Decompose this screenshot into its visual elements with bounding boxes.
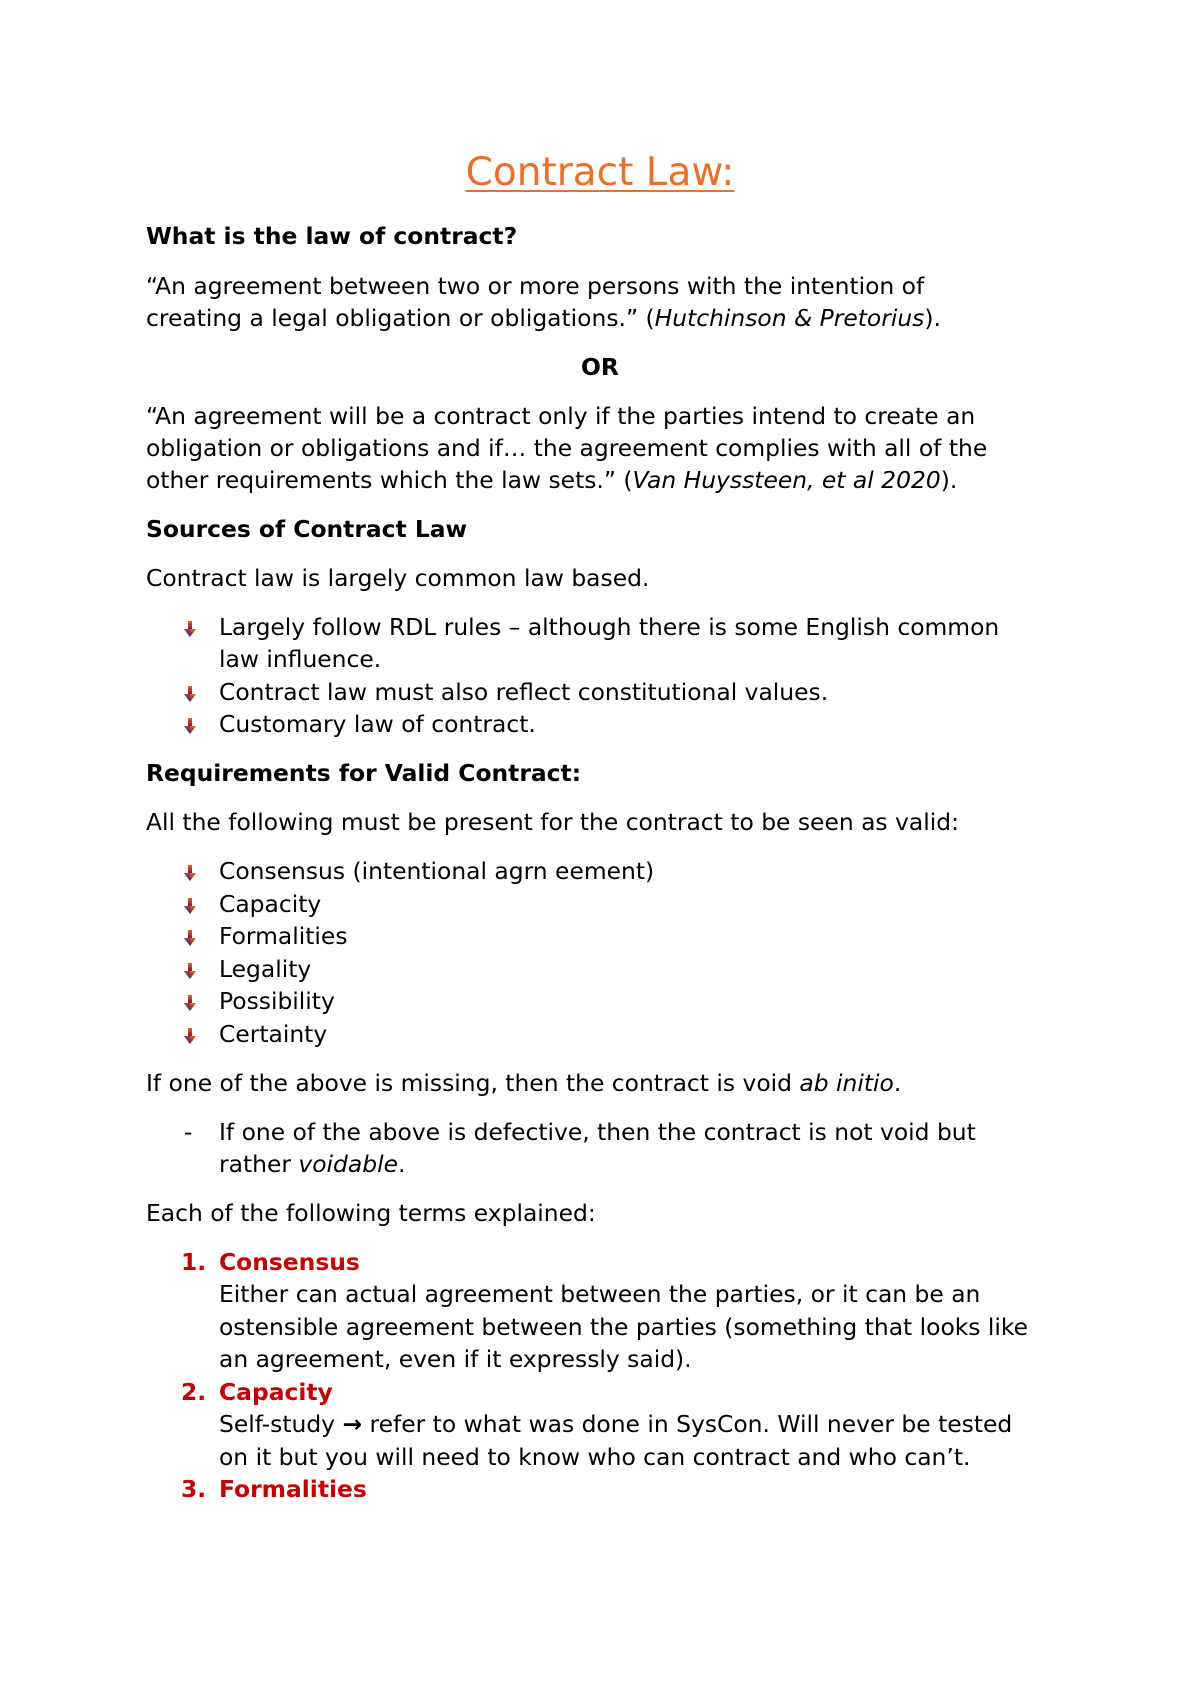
terms-intro: Each of the following terms explained:	[146, 1199, 596, 1227]
sources-heading: Sources of Contract Law	[146, 515, 468, 543]
term-description: Either can actual agreement between the parties, or it can be an	[219, 1280, 981, 1308]
voidable-end: .	[397, 1150, 406, 1178]
down-arrow-bullet-icon	[183, 897, 197, 915]
sources-intro: Contract law is largely common law based.	[146, 564, 650, 592]
or-separator: OR	[581, 353, 619, 381]
definition-2-end: ).	[940, 466, 958, 494]
term-number: 1.	[181, 1248, 207, 1276]
void-statement	[146, 1067, 901, 1099]
term-number: 3.	[181, 1475, 207, 1503]
void-text: If one of the above is missing, then the contract is void	[146, 1069, 800, 1097]
term-title-capacity: Capacity	[219, 1378, 333, 1406]
definition-1-line-1: “An agreement between two or more persons with the intention of	[146, 272, 925, 300]
requirement-item: Certainty	[219, 1020, 328, 1048]
void-end: .	[893, 1069, 902, 1097]
down-arrow-bullet-icon	[183, 685, 197, 703]
sources-item-continued: law influence.	[219, 645, 382, 673]
requirements-heading: Requirements for Valid Contract:	[146, 759, 582, 787]
dash-marker: -	[184, 1118, 193, 1146]
definition-2-line-1: “An agreement will be a contract only if the parties intend to create an	[146, 402, 976, 430]
requirement-item: Possibility	[219, 987, 335, 1015]
requirements-intro: All the following must be present for the contract to be seen as valid:	[146, 808, 959, 836]
definition-2-line-2: obligation or obligations and if… the agreement complies with all of the	[146, 434, 988, 462]
down-arrow-bullet-icon	[183, 1027, 197, 1045]
voidable-term: voidable	[298, 1150, 398, 1178]
term-description	[219, 1408, 1012, 1440]
term-description: ostensible agreement between the parties (something that looks like	[219, 1313, 1029, 1341]
voidable-line-1: If one of the above is defective, then the contract is not void but	[219, 1118, 976, 1146]
definition-2-line-3	[146, 464, 957, 496]
term-description: an agreement, even if it expressly said).	[219, 1345, 692, 1373]
definition-1-text: creating a legal obligation or obligations.” (	[146, 304, 655, 332]
definition-2-text: other requirements which the law sets.” (	[146, 466, 633, 494]
term-title-consensus: Consensus	[219, 1248, 360, 1276]
voidable-text: rather	[219, 1150, 299, 1178]
requirement-item: Capacity	[219, 890, 322, 918]
requirement-item: Formalities	[219, 922, 348, 950]
definition-1-line-2	[146, 302, 941, 334]
definition-1-end: ).	[924, 304, 941, 332]
sources-item: Contract law must also reflect constitutional values.	[219, 678, 829, 706]
citation-van-huyssteen: Van Huyssteen, et al 2020	[632, 466, 941, 494]
sources-item: Customary law of contract.	[219, 710, 536, 738]
term-title-formalities: Formalities	[219, 1475, 367, 1503]
down-arrow-bullet-icon	[183, 620, 197, 638]
term-description: on it but you will need to know who can contract and who can’t.	[219, 1443, 971, 1471]
down-arrow-bullet-icon	[183, 717, 197, 735]
down-arrow-bullet-icon	[183, 929, 197, 947]
citation-hutchinson: Hutchinson & Pretorius	[654, 304, 925, 332]
down-arrow-bullet-icon	[183, 994, 197, 1012]
right-arrow-icon: →	[342, 1410, 363, 1438]
down-arrow-bullet-icon	[183, 962, 197, 980]
requirement-item: Consensus (intentional agrn eement)	[219, 857, 655, 885]
page-title: Contract Law:	[465, 150, 735, 195]
question-heading: What is the law of contract?	[146, 222, 518, 250]
term-number: 2.	[181, 1378, 207, 1406]
capacity-text: Self-study	[219, 1410, 343, 1438]
requirement-item: Legality	[219, 955, 312, 983]
down-arrow-bullet-icon	[183, 864, 197, 882]
sources-item: Largely follow RDL rules – although there is some English common	[219, 613, 1000, 641]
capacity-text-continued: refer to what was done in SysCon. Will never be tested	[362, 1410, 1013, 1438]
voidable-line-2	[219, 1148, 405, 1180]
ab-initio-term: ab initio	[799, 1069, 894, 1097]
